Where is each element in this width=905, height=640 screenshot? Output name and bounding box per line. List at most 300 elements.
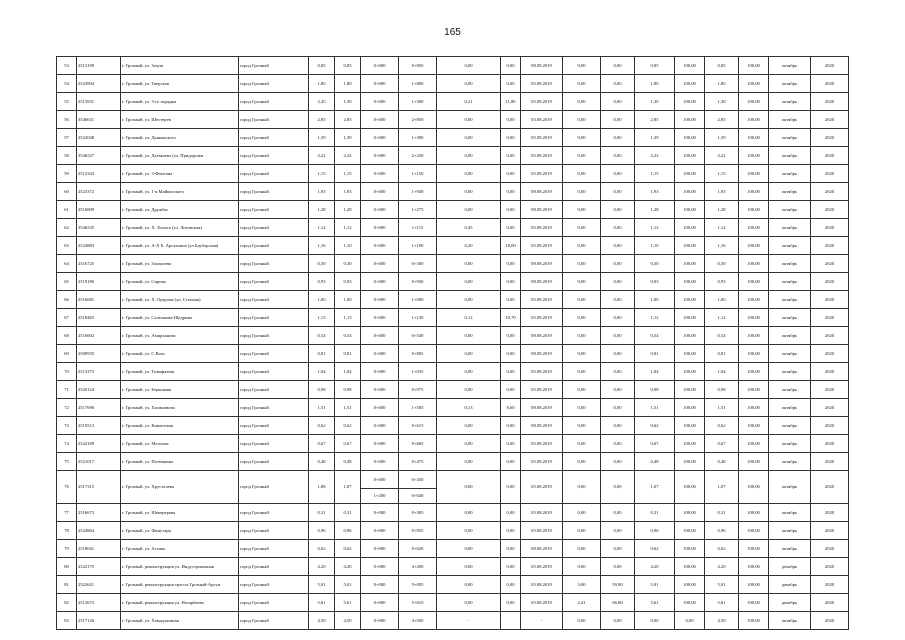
cell-no: 79 [57,540,77,558]
cell-start-km: 0+000 [361,75,399,93]
cell-month: октябрь [769,471,811,504]
cell-code: 2509935 [77,345,121,363]
cell-col15: 100,00 [675,201,705,219]
cell-date: 05.08.2019 [521,453,563,471]
cell-month: октябрь [769,504,811,522]
cell-col14: 0,62 [635,540,675,558]
cell-col16: 1,12 [705,309,739,327]
cell-col10: 0,00 [501,558,521,576]
cell-year: 2020 [811,291,849,309]
cell-date: 05.08.2019 [521,309,563,327]
cell-col13: 0,00 [601,309,635,327]
cell-col16: 1,12 [705,219,739,237]
cell-col14: 1,39 [635,129,675,147]
cell-col15: 100,00 [675,237,705,255]
cell-col12: 0,00 [563,612,601,630]
cell-col9: 0,00 [437,363,501,381]
cell-col10: 0,00 [501,183,521,201]
cell-col17: 100,00 [739,453,769,471]
cell-end-km: 4+500 [399,612,437,630]
cell-locality: город Грозный [239,165,309,183]
cell-col16: 0,31 [705,504,739,522]
cell-locality: город Грозный [239,201,309,219]
cell-no: 76 [57,471,77,504]
cell-col10: 0,00 [501,111,521,129]
cell-col10: 0,00 [501,540,521,558]
cell-end-km: 1+115 [399,219,437,237]
cell-road-name: г. Грозный, ул. Шекерерова [121,504,239,522]
cell-code: 2513931 [77,93,121,111]
cell-col9: 0,00 [437,471,501,504]
cell-end-km: 1+300 [399,93,437,111]
cell-year: 2020 [811,273,849,291]
cell-date: 05.08.2019 [521,93,563,111]
cell-road-name: г. Грозный, ул. Сирова [121,273,239,291]
cell-col17: 100,00 [739,111,769,129]
cell-no: 81 [57,576,77,594]
table-row [57,183,849,201]
cell-date: 08.08.2019 [521,201,563,219]
table-row [57,273,849,291]
cell-col13: 0,00 [601,399,635,417]
cell-col13: 0,00 [601,453,635,471]
cell-col12: 0,00 [563,273,601,291]
cell-col10: 0,00 [501,345,521,363]
cell-length-repaired: 1,28 [335,201,361,219]
cell-length-repaired: 0,48 [335,453,361,471]
cell-col17: 100,00 [739,576,769,594]
cell-col9: 0,45 [437,219,501,237]
cell-col12: 0,00 [563,57,601,75]
cell-road-name: г. Грозный, ул. 3-го порядка [121,93,239,111]
cell-month: декабрь [769,558,811,576]
cell-col14: 5,61 [635,594,675,612]
cell-start-km: 0+000 [361,363,399,381]
cell-col9: 0,00 [437,165,501,183]
cell-col17: 100,00 [739,273,769,291]
cell-length: 2,22 [309,147,335,165]
cell-col17: 100,00 [739,183,769,201]
cell-end-km: 0+665 [399,435,437,453]
cell-year: 2020 [811,345,849,363]
cell-date: 05.08.2019 [521,129,563,147]
cell-col12: 0,00 [563,399,601,417]
cell-length: 1,04 [309,363,335,381]
table-row [57,594,849,612]
table-row [57,129,849,147]
cell-col15: 100,00 [675,504,705,522]
cell-no: 54 [57,75,77,93]
cell-no: 77 [57,504,77,522]
cell-code: 2518465 [77,309,121,327]
cell-year: 2020 [811,201,849,219]
cell-length-repaired: 0,62 [335,540,361,558]
cell-col17: 100,00 [739,504,769,522]
cell-locality: город Грозный [239,291,309,309]
cell-locality: город Грозный [239,183,309,201]
table-row [57,93,849,111]
cell-month: октябрь [769,612,811,630]
cell-date: 05.08.2019 [521,165,563,183]
cell-length-repaired: 1,10 [335,237,361,255]
cell-locality: город Грозный [239,417,309,435]
cell-col14: 0,30 [635,255,675,273]
cell-col17: 100,00 [739,399,769,417]
cell-end-km: 0+430 [399,471,437,489]
cell-month: октябрь [769,522,811,540]
table-row [57,522,849,540]
cell-end-km: 0+975 [399,381,437,399]
cell-col16: 0,62 [705,540,739,558]
cell-month: октябрь [769,75,811,93]
cell-end-km: 0+475 [399,453,437,471]
cell-col16: 5,01 [705,576,739,594]
cell-length: 0,31 [309,504,335,522]
cell-col16: 0,30 [705,255,739,273]
cell-col10: 0,00 [501,57,521,75]
cell-year: 2020 [811,309,849,327]
cell-month: октябрь [769,57,811,75]
cell-col17: 100,00 [739,612,769,630]
cell-col16: 1,07 [705,471,739,504]
cell-col15: 100,00 [675,435,705,453]
cell-start-km: 0+000 [361,147,399,165]
cell-col17: 100,00 [739,201,769,219]
cell-year: 2020 [811,219,849,237]
table-row [57,309,849,327]
cell-road-name: г. Грозный, ул. Дружбы [121,201,239,219]
cell-length: 0,62 [309,540,335,558]
table-row [57,453,849,471]
cell-col12: 0,00 [563,183,601,201]
cell-code: 2522621 [77,576,121,594]
cell-col10: 0,00 [501,327,521,345]
roads-table [56,56,849,630]
cell-year: 2020 [811,129,849,147]
cell-length: 5,01 [309,576,335,594]
cell-col16: 0,81 [705,345,739,363]
cell-col10: 0,00 [501,576,521,594]
cell-col14: 0,31 [635,504,675,522]
cell-start-km: 0+000 [361,381,399,399]
cell-col14: 2,85 [635,111,675,129]
cell-end-km: 1+930 [399,183,437,201]
cell-col12: 0,00 [563,165,601,183]
cell-col14: 0,93 [635,273,675,291]
cell-col16: 0,98 [705,381,739,399]
cell-col13: 0,00 [601,111,635,129]
cell-col16: 0,96 [705,522,739,540]
cell-length: 0,81 [309,345,335,363]
cell-road-name: г. Грозный, ул. Тверская [121,75,239,93]
cell-locality: город Грозный [239,129,309,147]
cell-col9: 0,00 [437,273,501,291]
cell-month: декабрь [769,594,811,612]
cell-col14: 0,98 [635,381,675,399]
cell-road-name: г. Грозный, ул. Финутаря [121,522,239,540]
cell-length-repaired: 4,50 [335,612,361,630]
cell-col13: 0,00 [601,558,635,576]
cell-col12: 0,00 [563,453,601,471]
cell-col12: 3,00 [563,576,601,594]
cell-code: 2524864 [77,522,121,540]
cell-col9: 0,00 [437,381,501,399]
cell-col10: 18,00 [501,237,521,255]
cell-date: 08.08.2019 [521,183,563,201]
cell-col16: 2,85 [705,111,739,129]
cell-month: октябрь [769,129,811,147]
cell-road-name: г. Грозный, ул. Хасиновова [121,399,239,417]
cell-locality: город Грозный [239,504,309,522]
cell-year: 2020 [811,165,849,183]
cell-col15: 100,00 [675,417,705,435]
cell-col10: 0,00 [501,453,521,471]
cell-start-km: 0+000 [361,309,399,327]
cell-date: 08.08.2019 [521,540,563,558]
cell-end-km: 0+850 [399,57,437,75]
table-row [57,612,849,630]
cell-col14: 1,07 [635,471,675,504]
cell-col15: 100,00 [675,345,705,363]
table-row [57,399,849,417]
cell-col15: 100,00 [675,183,705,201]
cell-length-repaired: 0,81 [335,345,361,363]
cell-col17: 100,00 [739,309,769,327]
cell-col10: 0,00 [501,291,521,309]
cell-code: 2517126 [77,612,121,630]
cell-col12: 0,00 [563,522,601,540]
cell-col12: 0,00 [563,381,601,399]
cell-col13: 0,00 [601,381,635,399]
cell-col9: 0,00 [437,522,501,540]
cell-start-km: 0+000 [361,453,399,471]
cell-col12: 0,00 [563,435,601,453]
cell-col17: 100,00 [739,327,769,345]
cell-end-km: 0+955 [399,522,437,540]
cell-length: 0,62 [309,417,335,435]
cell-col15: 100,00 [675,273,705,291]
cell-date: 08.08.2019 [521,57,563,75]
cell-col14: 1,28 [635,201,675,219]
cell-col16: 0,48 [705,453,739,471]
cell-col10: 0,00 [501,417,521,435]
cell-locality: город Грозный [239,75,309,93]
cell-date: 08.08.2019 [521,273,563,291]
cell-col13: 0,00 [601,435,635,453]
cell-col13: 0,00 [601,273,635,291]
cell-col15: 100,00 [675,93,705,111]
cell-col15: 100,00 [675,381,705,399]
cell-locality: город Грозный [239,363,309,381]
cell-col17: 100,00 [739,558,769,576]
cell-col10: 0,00 [501,129,521,147]
cell-col9: 0,00 [437,129,501,147]
cell-col13: 0,00 [601,540,635,558]
cell-col9: 0,00 [437,417,501,435]
cell-col9: 0,00 [437,183,501,201]
cell-start-km: 0+000 [361,435,399,453]
cell-col15: 100,00 [675,255,705,273]
cell-no: 68 [57,327,77,345]
cell-end-km: 0+930 [399,273,437,291]
cell-code: 2519513 [77,417,121,435]
cell-start-km: 0+000 [361,165,399,183]
cell-month: октябрь [769,93,811,111]
cell-col16: 1,51 [705,399,739,417]
cell-code: 2516602 [77,327,121,345]
cell-no: 82 [57,594,77,612]
cell-length-repaired: 1,30 [335,93,361,111]
cell-year: 2020 [811,147,849,165]
cell-col10: 0,00 [501,165,521,183]
cell-col14: 1,12 [635,309,675,327]
cell-no: 80 [57,558,77,576]
cell-col9: - [437,612,501,630]
cell-date: 08.08.2019 [521,345,563,363]
table-body-upper [57,57,849,471]
cell-end-km: 1+275 [399,201,437,219]
cell-road-name: г. Грозный, ул. Х. Орцуева (ул. Степная) [121,291,239,309]
cell-length-repaired: 2,85 [335,111,361,129]
cell-col9: 0,00 [437,57,501,75]
cell-col14: 0,00 [635,612,675,630]
cell-month: октябрь [769,540,811,558]
cell-start-km: 0+000 [361,504,399,522]
cell-year: 2020 [811,237,849,255]
cell-col16: 2,22 [705,147,739,165]
cell-start-km: 0+000 [361,291,399,309]
cell-road-name: г. Грозный, ул. Тимирязева [121,363,239,381]
cell-col9: 0,00 [437,255,501,273]
cell-length-repaired: 4,20 [335,558,361,576]
cell-col13: 0,00 [601,471,635,504]
cell-locality: город Грозный [239,93,309,111]
cell-col14: 0,67 [635,435,675,453]
cell-end-km: 0+805 [399,345,437,363]
cell-length-repaired: 1,51 [335,399,361,417]
table-body-row76 [57,471,849,504]
cell-locality: город Грозный [239,471,309,504]
cell-col9: 0,00 [437,435,501,453]
cell-col10: 0,00 [501,75,521,93]
cell-col13: 0,00 [601,183,635,201]
cell-col17: 100,00 [739,471,769,504]
table-row [57,327,849,345]
cell-col12: 0,00 [563,327,601,345]
cell-locality: город Грозный [239,558,309,576]
cell-date: 05.08.2019 [521,75,563,93]
cell-col17: 100,00 [739,594,769,612]
cell-month: октябрь [769,417,811,435]
cell-locality: город Грозный [239,381,309,399]
cell-col13: 66,80 [601,594,635,612]
cell-end-km: 2+220 [399,147,437,165]
cell-year: 2020 [811,576,849,594]
cell-col13: 0,00 [601,57,635,75]
cell-col10: 0,00 [501,504,521,522]
cell-date: 05.08.2019 [521,363,563,381]
cell-col16: 1,39 [705,129,739,147]
cell-col16: 1,15 [705,165,739,183]
cell-col10: 11,80 [501,93,521,111]
cell-road-name: г. Грозный, ул. Дьяконского [121,129,239,147]
cell-col12: 0,00 [563,237,601,255]
cell-road-name: г. Грозный, реконструкция трассы Грозный-Аргун [121,576,239,594]
cell-length: 5,61 [309,594,335,612]
table-row [57,219,849,237]
cell-col12: 0,00 [563,75,601,93]
cell-length-repaired: 1,12 [335,219,361,237]
cell-code: 2517696 [77,399,121,417]
cell-month: октябрь [769,309,811,327]
cell-no: 74 [57,435,77,453]
cell-col10: 0,00 [501,147,521,165]
cell-code: 2523904 [77,75,121,93]
cell-year: 2020 [811,399,849,417]
cell-start-km: 0+000 [361,558,399,576]
cell-no: 69 [57,345,77,363]
cell-length-repaired: 1,39 [335,129,361,147]
cell-locality: город Грозный [239,522,309,540]
cell-col16: 0,54 [705,327,739,345]
cell-col14: 1,00 [635,291,675,309]
cell-col13: 0,00 [601,363,635,381]
cell-start-km: 0+000 [361,345,399,363]
cell-col13: 0,00 [601,327,635,345]
cell-length-repaired: 1,04 [335,363,361,381]
cell-length: 1,10 [309,237,335,255]
cell-col17: 100,00 [739,75,769,93]
cell-col13: 59,80 [601,576,635,594]
cell-no: 71 [57,381,77,399]
cell-no: 70 [57,363,77,381]
cell-locality: город Грозный [239,540,309,558]
cell-no: 58 [57,147,77,165]
cell-road-name: г. Грозный, ул. Кишечская [121,417,239,435]
table-row [57,435,849,453]
cell-locality: город Грозный [239,147,309,165]
cell-end-km: 0+620 [399,540,437,558]
cell-code: 2522175 [77,558,121,576]
cell-col16: 0,85 [705,57,739,75]
cell-start-km: 0+000 [361,57,399,75]
cell-length-repaired: 0,62 [335,417,361,435]
cell-length-repaired: 1,00 [335,291,361,309]
cell-date: 05.08.2019 [521,522,563,540]
cell-col10: 0,00 [501,363,521,381]
cell-code: 2521017 [77,453,121,471]
cell-col9: 0,00 [437,345,501,363]
cell-col12: 0,00 [563,471,601,504]
cell-code: 2512343 [77,165,121,183]
cell-road-name: г. Грозный, ул. Х. Хизаса (ул. Литовская) [121,219,239,237]
cell-no: 57 [57,129,77,147]
cell-col9: 0,00 [437,147,501,165]
cell-year: 2020 [811,327,849,345]
cell-col17: 100,00 [739,381,769,399]
cell-road-name: г. Грозный, ул. Беркавова [121,381,239,399]
cell-year: 2020 [811,558,849,576]
cell-year: 2020 [811,504,849,522]
cell-col10: 0,00 [501,255,521,273]
cell-month: октябрь [769,147,811,165]
cell-code: 2522048 [77,129,121,147]
cell-col17: 100,00 [739,255,769,273]
cell-length: 1,88 [309,471,335,504]
cell-code: 2513375 [77,363,121,381]
cell-col13: 0,00 [601,147,635,165]
cell-col12: 2,41 [563,594,601,612]
